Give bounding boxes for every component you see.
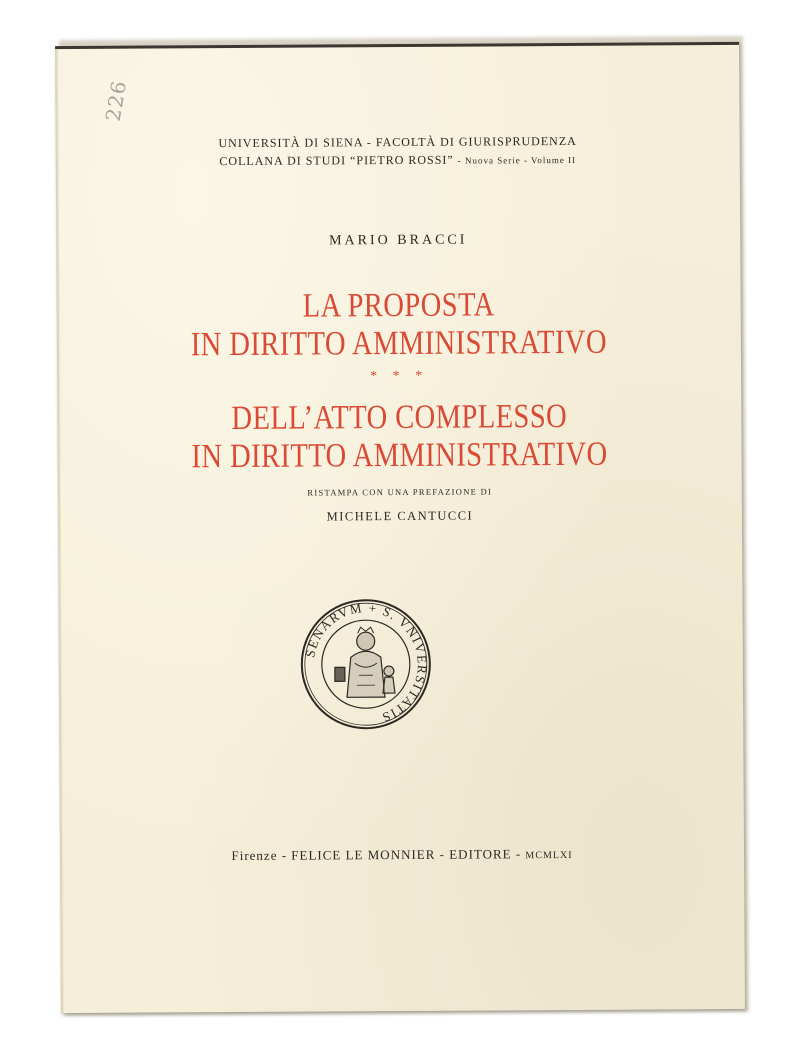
- title-separator: * * *: [370, 368, 429, 385]
- reprint-note: RISTAMPA CON UNA PREFAZIONE DI: [307, 486, 493, 498]
- university-seal: [298, 597, 433, 732]
- publisher-name: - FELICE LE MONNIER - EDITORE -: [281, 846, 522, 863]
- title-second: [112, 397, 687, 477]
- pencil-annotation: 226: [100, 78, 132, 124]
- title-first-line1: LA PROPOSTA: [302, 286, 495, 325]
- title-first-line2: IN DIRITTO AMMINISTRATIVO: [190, 323, 608, 364]
- series-header: [56, 131, 740, 172]
- title-second-line1: DELL’ATTO COMPLESSO: [231, 397, 568, 438]
- university-line: UNIVERSITÀ DI SIENA - FACOLTÀ DI GIURISPRUDENZA: [218, 133, 577, 151]
- publisher-city: Firenze: [231, 847, 278, 864]
- series-line: [56, 149, 740, 172]
- title-second-line2: IN DIRITTO AMMINISTRATIVO: [191, 435, 608, 476]
- seal-inscription: SENARVM + S. VNIVERSITATIS: [302, 600, 431, 726]
- title-first: [111, 285, 686, 365]
- series-name: COLLANA DI STUDI “PIETRO ROSSI”: [219, 152, 454, 169]
- book-cover: [55, 42, 745, 1013]
- author-name: MARIO BRACCI: [329, 232, 468, 249]
- publisher-line: [60, 845, 744, 865]
- spine-edge: [55, 49, 64, 1013]
- seal-figure-icon: [335, 627, 395, 697]
- publication-year: MCMLXI: [525, 849, 573, 862]
- series-volume: - Nuova Serie - Volume II: [457, 154, 577, 166]
- preface-author: MICHELE CANTUCCI: [326, 508, 474, 524]
